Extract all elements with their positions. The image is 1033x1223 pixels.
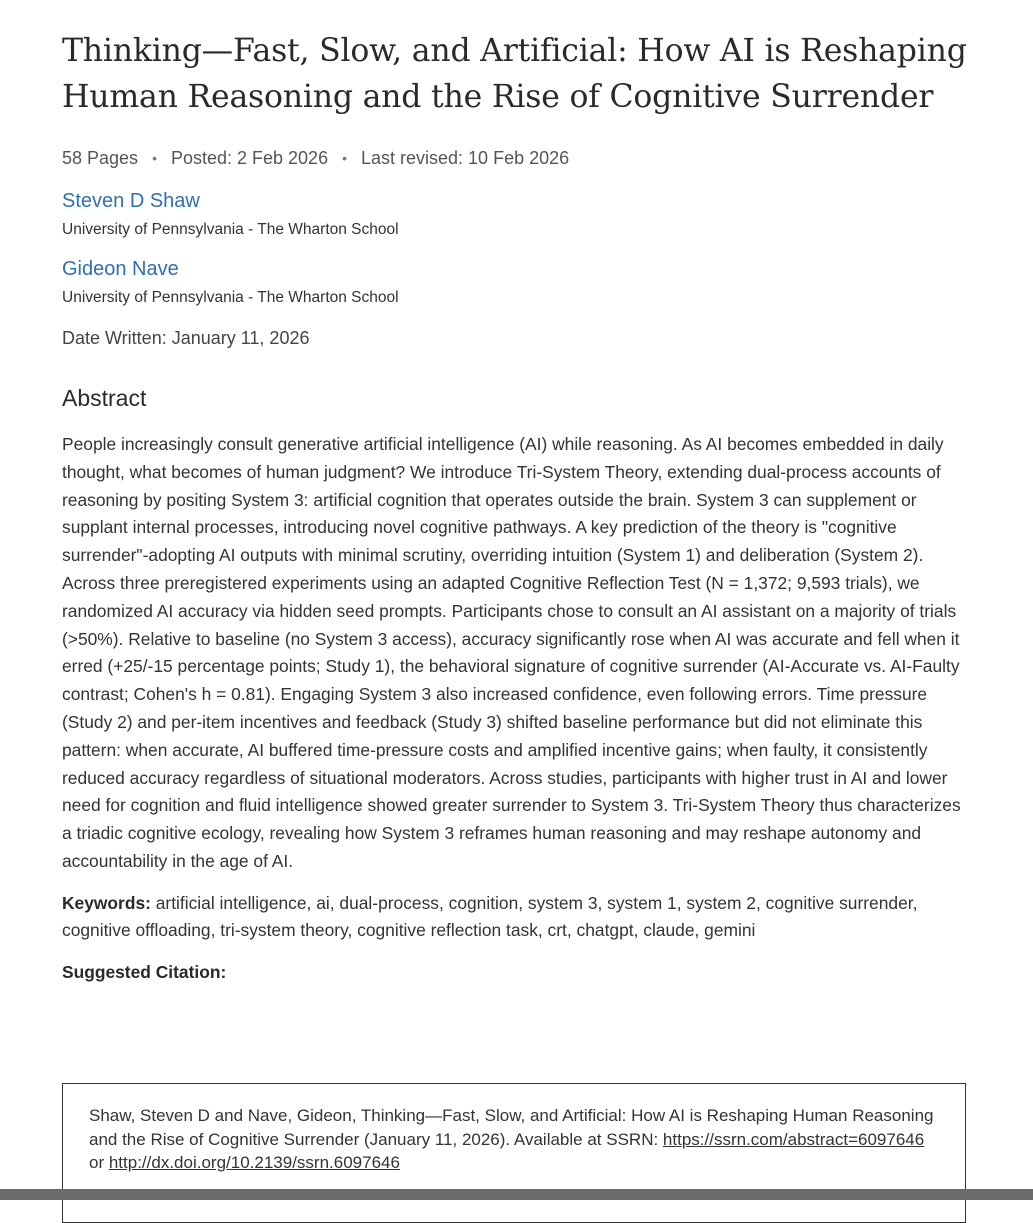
- page-count: 58 Pages: [62, 147, 139, 168]
- author-link-steven-shaw[interactable]: Steven D Shaw: [62, 190, 200, 212]
- paper-meta: [62, 146, 967, 170]
- revised-date: Last revised: 10 Feb 2026: [361, 147, 570, 168]
- keywords-label: Keywords:: [62, 892, 151, 913]
- citation-box: [62, 1083, 966, 1223]
- author-block: [62, 256, 967, 308]
- keywords-text: artificial intelligence, ai, dual-process, cognition, system 3, system 1, system 2, cognitive surrender, cognitive offloading, tri-system theory, cognitive reflection task, crt, chatgpt, claude, gemini: [62, 892, 918, 941]
- meta-separator: •: [152, 150, 157, 166]
- paper-title: Thinking—Fast, Slow, and Artificial: How AI is Reshaping Human Reasoning and the Rise of Cognitive Surrender: [62, 33, 967, 115]
- doi-link[interactable]: http://dx.doi.org/10.2139/ssrn.6097646: [108, 1153, 400, 1172]
- abstract-text: People increasingly consult generative artificial intelligence (AI) while reasoning. As AI becomes embedded in daily thought, what becomes of human judgment? We introduce Tri-System Theory, extending dual-process accounts of reasoning by positing System 3: artificial cognition that operates outside the brain. System 3 can supplement or supplant internal processes, introducing novel cognitive pathways. A key prediction of the theory is "cognitive surrender"-adopting AI outputs with minimal scrutiny, overriding intuition (System 1) and deliberation (System 2). Across three preregistered experiments using an adapted Cognitive Reflection Test (N = 1,372; 9,593 trials), we randomized AI accuracy via hidden seed prompts. Participants chose to consult an AI assistant on a majority of trials (>50%). Relative to baseline (no System 3 access), accuracy significantly rose when AI was accurate and fell when it erred (+25/-15 percentage points; Study 1), the behavioral signature of cognitive surrender (AI-Accurate vs. AI-Faulty contrast; Cohen's h = 0.81). Engaging System 3 also increased confidence, even following errors. Time pressure (Study 2) and per-item incentives and feedback (Study 3) shifted baseline performance but did not eliminate this pattern: when accurate, AI buffered time-pressure costs and amplified incentive gains; when faulty, it consistently reduced accuracy regardless of situational moderators. Across studies, participants with higher trust in AI and lower need for cognition and fluid intelligence showed greater surrender to System 3. Tri-System Theory thus characterizes a triadic cognitive ecology, revealing how System 3 reframes human reasoning and may reshape autonomy and accountability in the age of AI.: [62, 434, 961, 872]
- posted-date: Posted: 2 Feb 2026: [170, 147, 329, 168]
- ssrn-abstract-link[interactable]: https://ssrn.com/abstract=6097646: [662, 1129, 925, 1149]
- citation-or: or: [89, 1153, 109, 1172]
- author-link-gideon-nave[interactable]: Gideon Nave: [62, 258, 179, 280]
- author-affiliation: University of Pennsylvania - The Wharton School: [62, 289, 399, 306]
- citation-text: Shaw, Steven D and Nave, Gideon, Thinking—Fast, Slow, and Artificial: How AI is Reshaping Human Reasoning and the Rise of Cognitive Surrender (January 11, 2026). Available at SSRN:: [89, 1106, 934, 1149]
- bottom-edge-divider: [0, 1189, 1033, 1200]
- author-block: [62, 188, 967, 240]
- paper-page: [62, 28, 967, 985]
- keywords: [62, 890, 967, 945]
- author-affiliation: University of Pennsylvania - The Wharton School: [62, 221, 399, 238]
- abstract-heading: Abstract: [62, 385, 147, 411]
- meta-separator: •: [342, 150, 347, 166]
- citation-label: Suggested Citation:: [62, 961, 227, 982]
- date-written: Date Written: January 11, 2026: [62, 328, 310, 348]
